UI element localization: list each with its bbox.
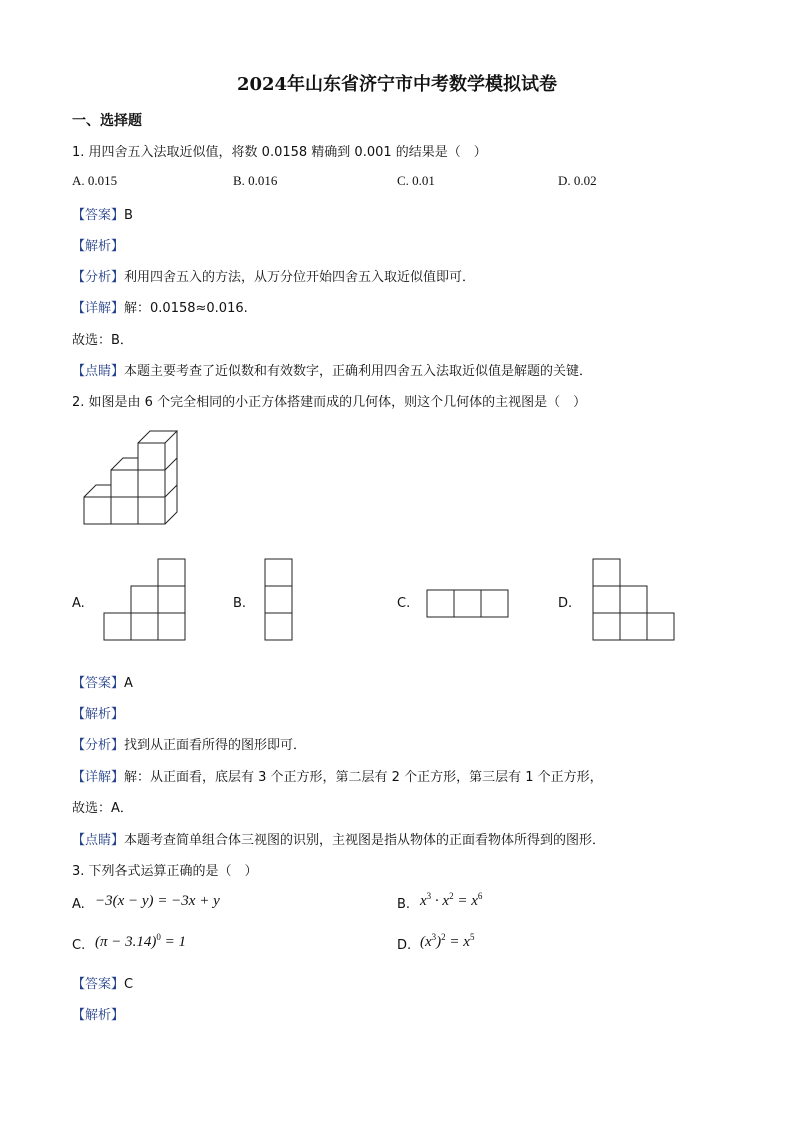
q3-option-d [420, 934, 474, 951]
q2-label-d: D. [558, 596, 573, 611]
detail-tag: 【详解】 [72, 770, 125, 785]
q1-analysis-line [72, 266, 475, 285]
q1-analysis: 利用四舍五入的方法，从万分位开始四舍五入取近似值即可． [124, 270, 476, 285]
q2-label-c: C. [397, 596, 411, 611]
q3-stem: 3. 下列各式运算正确的是（ ） [72, 864, 258, 879]
q2-stem: 2. 如图是由 6 个完全相同的小正方体搭建而成的几何体，则这个几何体的主视图是（ ） [72, 395, 587, 410]
q1-option-a: A. 0.015 [72, 173, 118, 188]
q3-b-base: x [420, 893, 427, 909]
q3-c-rhs: = 1 [160, 934, 187, 950]
q3-jiexi-tag: 【解析】 [72, 1008, 125, 1023]
answer-tag: 【答案】 [72, 208, 125, 223]
q3-d-inner: (x [420, 934, 432, 950]
q1-answer-line [72, 204, 133, 223]
q3-d-close: ) [436, 934, 442, 950]
q3-option-b [420, 893, 482, 910]
q2-choice: 故选：A． [72, 801, 133, 816]
q3-answer: C [124, 977, 134, 992]
comment-tag: 【点睛】 [72, 364, 125, 379]
q3-label-d: D. [397, 938, 412, 953]
q3-d-result-exp: 5 [469, 932, 475, 942]
q3-b-exp1: 3 [426, 891, 432, 901]
q3-c-exp: 0 [156, 932, 161, 942]
detail-tag: 【详解】 [72, 301, 125, 316]
q2-answer-line [72, 672, 133, 691]
comment-tag: 【点睛】 [72, 833, 125, 848]
q2-analysis-line [72, 734, 306, 753]
answer-tag: 【答案】 [72, 676, 125, 691]
q3-b-exp3: 6 [477, 891, 483, 901]
q2-answer: A [124, 676, 133, 691]
q1-jiexi-tag: 【解析】 [72, 239, 125, 254]
q3-label-a: A. [72, 897, 85, 912]
q1-stem: 1. 用四舍五入法取近似值，将数 0.0158 精确到 0.001 的结果是（ ） [72, 145, 487, 160]
q3-label-b: B. [397, 897, 411, 912]
q2-option-b-figure [264, 558, 294, 642]
q3-answer-line [72, 973, 133, 992]
q1-comment-line [72, 360, 592, 379]
q2-comment-line [72, 829, 605, 848]
analysis-tag: 【分析】 [72, 738, 125, 753]
q3-option-c [95, 934, 186, 951]
answer-tag: 【答案】 [72, 977, 125, 992]
q1-choice: 故选：B． [72, 333, 133, 348]
q3-c-base: (π − 3.14) [95, 934, 157, 950]
q2-option-a-figure [103, 558, 187, 642]
q3-b-mid: · x [431, 893, 450, 909]
q3-d-outer-exp: 2 [441, 932, 446, 942]
q3-d-rhs: = x [445, 934, 470, 950]
q3-d-inner-exp: 3 [431, 932, 437, 942]
q1-option-b: B. 0.016 [233, 173, 278, 188]
q3-a-rhs: = −3x + y [157, 893, 220, 909]
analysis-tag: 【分析】 [72, 270, 125, 285]
q2-detail: 解：从正面看，底层有 3 个正方形，第二层有 2 个正方形，第三层有 1 个正方形， [124, 770, 603, 785]
q2-cube-figure [80, 425, 190, 530]
q1-option-d: D. 0.02 [558, 173, 597, 188]
q2-label-b: B. [233, 596, 247, 611]
q2-detail-line [72, 766, 603, 785]
q1-detail: 解：0.0158≈0.016. [124, 301, 248, 316]
q2-comment: 本题考查简单组合体三视图的识别，主视图是指从物体的正面看物体所得到的图形． [124, 833, 606, 848]
q2-analysis: 找到从正面看所得的图形即可． [124, 738, 307, 753]
q2-label-a: A. [72, 596, 85, 611]
q3-b-exp2: 2 [449, 891, 454, 901]
q3-a-lhs: −3(x − y) [95, 893, 154, 909]
q2-jiexi-tag: 【解析】 [72, 707, 125, 722]
q3-b-rhs: = x [453, 893, 478, 909]
q1-answer: B [124, 208, 133, 223]
q1-comment: 本题主要考查了近似数和有效数字，正确利用四舍五入法取近似值是解题的关键． [124, 364, 593, 379]
q3-label-c: C. [72, 938, 86, 953]
q2-option-d-figure [592, 558, 676, 642]
q2-option-c-figure [426, 589, 510, 619]
section-heading: 一、选择题 [72, 113, 142, 129]
page-title: 2024年山东省济宁市中考数学模拟试卷 [236, 74, 558, 95]
q1-detail-line [72, 297, 248, 316]
q3-option-a [95, 893, 220, 910]
q1-option-c: C. 0.01 [397, 173, 435, 188]
